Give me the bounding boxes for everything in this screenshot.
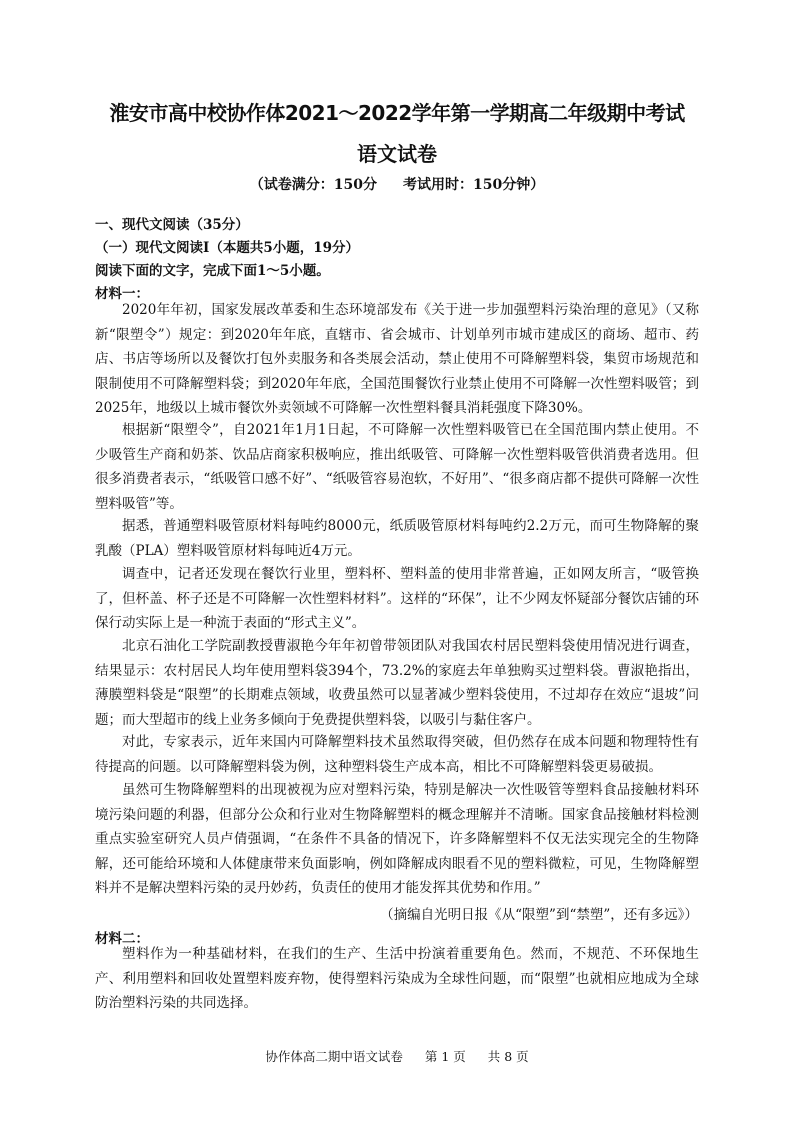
exam-meta bbox=[0, 174, 794, 194]
footer-page-number: 第 1 页 bbox=[424, 1049, 466, 1064]
paragraph: 塑料作为一种基础材料，在我们的生产、生活中扮演着重要角色。然而，不规范、不环保地生产、利用塑料和回收处置塑料废弃物，使得塑料污染成为全球性问题，而“限塑”也就相应地成为全球防治塑料污染的共同选择。 bbox=[95, 946, 699, 1011]
exam-subject: 语文试卷 bbox=[357, 142, 437, 166]
paragraph: 对此，专家表示，近年来国内可降解塑料技术虽然取得突破，但仍然存在成本问题和物理特性有待提高的问题。以可降解塑料袋为例，这种塑料袋生产成本高，相比不可降解塑料袋更易破损。 bbox=[95, 734, 699, 775]
paragraph: 2020年年初，国家发展改革委和生态环境部发布《关于进一步加强塑料污染治理的意见》（又称新“限塑令”）规定：到2020年年底，直辖市、省会城市、计划单列市城市建成区的商场、超市、药店、书店等场所以及餐饮打包外卖服务和各类展会活动，禁止使用不可降解塑料袋，集贸市场规范和限制使用不可降解塑料袋；到2020年年底，全国范围餐饮行业禁止使用不可降解一次性塑料吸管；到2025年，地级以上城市餐饮外卖领域不可降解一次性塑料餐具消耗强度下降30%。 bbox=[95, 302, 699, 416]
section-heading: 一、现代文阅读（35分） bbox=[95, 217, 249, 233]
footer-total-pages: 共 8 页 bbox=[487, 1049, 529, 1064]
reading-instruction: 阅读下面的文字，完成下面1～5小题。 bbox=[95, 263, 330, 279]
paragraph: 调查中，记者还发现在餐饮行业里，塑料杯、塑料盖的使用非常普遍，正如网友所言，“吸管换了，但杯盖、杯子还是不可降解一次性塑料材料”。这样的“环保”，让不少网友怀疑部分餐饮店铺的环保行动实际上是一种流于表面的“形式主义”。 bbox=[95, 566, 699, 631]
material-label: 材料二： bbox=[95, 931, 149, 947]
exam-time: 考试用时：150分钟） bbox=[403, 177, 545, 193]
full-score: （试卷满分：150分 bbox=[249, 177, 377, 193]
footer-doc-name: 协作体高二期中语文试卷 bbox=[265, 1049, 403, 1064]
paragraph: 虽然可生物降解塑料的出现被视为应对塑料污染，特别是解决一次性吸管等塑料食品接触材料环境污染问题的利器，但部分公众和行业对生物降解塑料的概念理解并不清晰。国家食品接触材料检测重点实验室研究人员卢倩强调，“在条件不具备的情况下，许多降解塑料不仅无法实现完全的生物降解，还可能给环境和人体健康带来负面影响，例如降解成肉眼看不见的塑料微粒，可见，生物降解塑料并不是解决塑料污染的灵丹妙药，负责任的使用才能发挥其优势和作用。” bbox=[95, 782, 699, 896]
paragraph: 根据新“限塑令”，自2021年1月1日起，不可降解一次性塑料吸管已在全国范围内禁止使用。不少吸管生产商和奶茶、饮品店商家积极响应，推出纸吸管、可降解一次性塑料吸管供消费者选用。但很多消费者表示，“纸吸管口感不好”、“纸吸管容易泡软，不好用”、“很多商店都不提供可降解一次性塑料吸管”等。 bbox=[95, 422, 699, 512]
material-label: 材料一： bbox=[95, 286, 149, 302]
page-footer bbox=[0, 1047, 794, 1065]
source-citation: （摘编自光明日报《从“限塑”到“禁塑”，还有多远》） bbox=[380, 907, 698, 923]
exam-title: 淮安市高中校协作体2021～2022学年第一学期高二年级期中考试 bbox=[109, 101, 685, 125]
paragraph: 据悉，普通塑料吸管原材料每吨约8000元，纸质吸管原材料每吨约2.2万元，而可生物降解的聚乳酸（PLA）塑料吸管原材料每吨近4万元。 bbox=[95, 518, 699, 559]
paragraph: 北京石油化工学院副教授曹淑艳今年年初曾带领团队对我国农村居民塑料袋使用情况进行调查，结果显示：农村居民人均年使用塑料袋394个，73.2%的家庭去年单独购买过塑料袋。曹淑艳指出，薄膜塑料袋是“限塑”的长期难点领域，收费虽然可以显著减少塑料袋使用，不过却存在效应“退坡”问题；而大型超市的线上业务多倾向于免费提供塑料袋，以吸引与黏住客户。 bbox=[95, 638, 699, 728]
subsection-heading: （一）现代文阅读Ⅰ（本题共5小题，19分） bbox=[95, 240, 359, 256]
